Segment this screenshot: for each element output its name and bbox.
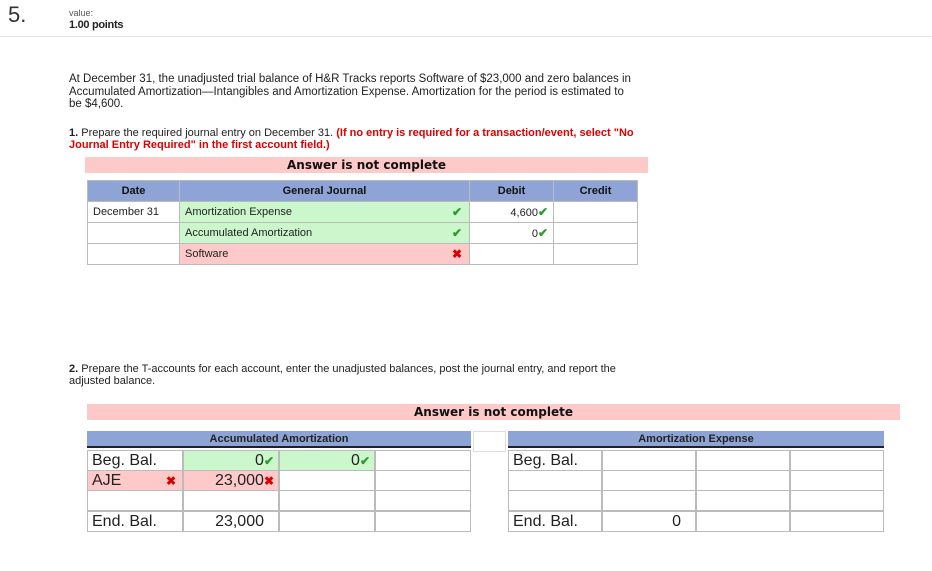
amort-row2-label[interactable] xyxy=(508,470,602,491)
amort-row3-credit[interactable] xyxy=(696,490,790,511)
accum-end-debit[interactable]: 23,000 xyxy=(183,511,279,532)
check-icon: ✔ xyxy=(359,454,370,468)
amort-row2-credit[interactable] xyxy=(696,470,790,491)
journal-table xyxy=(87,180,638,265)
part2-number: 2. xyxy=(69,363,79,375)
accum-empty-credit[interactable] xyxy=(279,490,375,511)
amort-row3-label[interactable] xyxy=(508,490,602,511)
cross-icon: ✖ xyxy=(445,244,470,265)
part1-instructions xyxy=(69,128,649,151)
check-icon: ✔ xyxy=(445,202,470,223)
end-bal-label: End. Bal. xyxy=(508,511,602,532)
accum-amort-title: Accumulated Amortization xyxy=(87,431,471,448)
accum-empty-blank[interactable] xyxy=(375,490,471,511)
accum-end-credit[interactable] xyxy=(279,511,375,532)
part1-number: 1. xyxy=(69,127,79,139)
check-icon: ✔ xyxy=(537,226,548,240)
answer-status-banner-2: Answer is not complete xyxy=(87,404,900,420)
journal-row xyxy=(88,202,638,223)
accum-empty-debit[interactable] xyxy=(183,490,279,511)
amort-end-credit[interactable] xyxy=(696,511,790,532)
divider xyxy=(0,36,932,37)
account-cell[interactable]: Accumulated Amortization xyxy=(180,223,446,244)
credit-header: Credit xyxy=(554,181,638,202)
accum-beg-debit[interactable]: 0✔ xyxy=(183,450,279,471)
account-cell[interactable]: Amortization Expense xyxy=(180,202,446,223)
value-label: value: xyxy=(69,8,94,18)
date-header: Date xyxy=(88,181,180,202)
journal-row xyxy=(88,223,638,244)
accum-aje-debit[interactable]: 23,000✖ xyxy=(183,470,279,491)
problem-statement: At December 31, the unadjusted trial balance of H&R Tracks reports Software of $23,000 and zero balances in Accumulated Amortization—Intangibles and Amortization Expense. Amortization for the period is estimated to be $4,600. xyxy=(69,73,631,110)
check-icon: ✔ xyxy=(537,205,548,219)
cross-icon: ✖ xyxy=(263,474,274,488)
check-icon: ✔ xyxy=(263,454,274,468)
end-bal-label: End. Bal. xyxy=(87,511,183,532)
part1-text: Prepare the required journal entry on December 31. xyxy=(81,127,334,139)
credit-cell[interactable] xyxy=(554,244,638,265)
amort-row2-debit[interactable] xyxy=(602,470,696,491)
part1-note: (If no entry is required for a transaction/event, select "No Journal Entry Required" in the first account field.) xyxy=(69,127,634,151)
check-icon: ✔ xyxy=(445,223,470,244)
beg-bal-label: Beg. Bal. xyxy=(508,450,602,471)
amort-beg-credit[interactable] xyxy=(696,450,790,471)
debit-header: Debit xyxy=(470,181,554,202)
amort-row3-debit[interactable] xyxy=(602,490,696,511)
date-cell[interactable]: December 31 xyxy=(88,202,180,223)
amort-beg-blank[interactable] xyxy=(790,450,884,471)
amort-row2-blank[interactable] xyxy=(790,470,884,491)
journal-header-row xyxy=(88,181,638,202)
accum-beg-credit[interactable]: 0✔ xyxy=(279,450,375,471)
answer-status-banner: Answer is not complete xyxy=(85,157,648,173)
cross-icon: ✖ xyxy=(165,474,176,488)
accum-end-blank[interactable] xyxy=(375,511,471,532)
amort-row3-blank[interactable] xyxy=(790,490,884,511)
amort-end-debit[interactable]: 0 xyxy=(602,511,696,532)
accum-aje-credit[interactable] xyxy=(279,470,375,491)
accum-empty-label[interactable] xyxy=(87,490,183,511)
date-cell[interactable] xyxy=(88,244,180,265)
debit-cell[interactable] xyxy=(470,244,554,265)
question-number: 5. xyxy=(8,2,27,27)
credit-cell[interactable] xyxy=(554,202,638,223)
part2-text: Prepare the T-accounts for each account, enter the unadjusted balances, post the journal entry, and report the adjusted balance. xyxy=(69,363,616,387)
amort-expense-title: Amortization Expense xyxy=(508,431,884,448)
amort-end-blank[interactable] xyxy=(790,511,884,532)
debit-cell[interactable]: 0✔ xyxy=(470,223,554,244)
account-cell[interactable]: Software xyxy=(180,244,446,265)
aje-label[interactable]: AJE ✖ xyxy=(87,470,183,491)
journal-header: General Journal xyxy=(180,181,470,202)
credit-cell[interactable] xyxy=(554,223,638,244)
accum-beg-blank[interactable] xyxy=(375,450,471,471)
accum-aje-blank[interactable] xyxy=(375,470,471,491)
date-cell[interactable] xyxy=(88,223,180,244)
beg-bal-label: Beg. Bal. xyxy=(87,450,183,471)
amort-beg-debit[interactable] xyxy=(602,450,696,471)
part2-instructions xyxy=(69,363,649,387)
spacer-box xyxy=(473,431,506,452)
journal-row xyxy=(88,244,638,265)
points-value: 1.00 points xyxy=(69,19,124,31)
debit-cell[interactable]: 4,600✔ xyxy=(470,202,554,223)
